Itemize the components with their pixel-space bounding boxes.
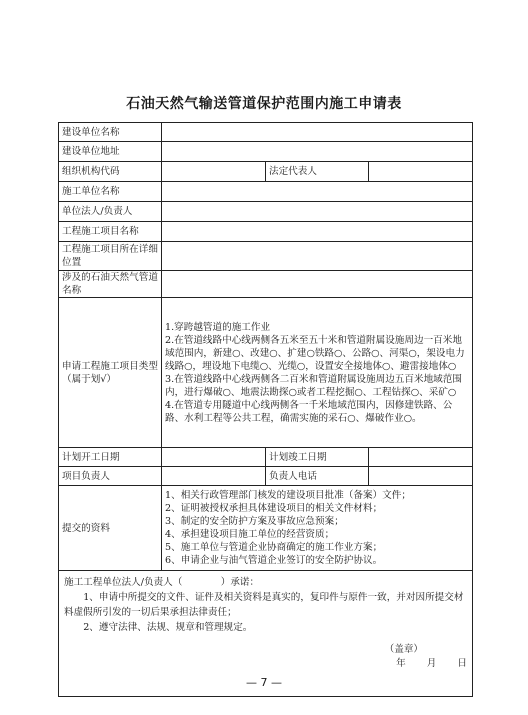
unit-legal-value[interactable] xyxy=(162,202,473,222)
pledge-header: 施工工程单位法人/负责人（ ）承诺： xyxy=(64,577,260,588)
planned-end-value[interactable] xyxy=(369,448,473,467)
pledge-item: 2、遵守法律、法规、规章和管理规定。 xyxy=(83,622,253,633)
seal-label: （盖章） xyxy=(384,644,424,655)
pledge-item: 1、申请中所提交的文件、证件及相关资料是真实的，复印件与原件一致，并对因所提交材料虚假所引发的一切后果承担法律责任； xyxy=(64,592,464,618)
lead-phone-label: 负责人电话 xyxy=(266,467,369,486)
builder-name-value[interactable] xyxy=(162,123,473,142)
row-dates xyxy=(59,448,473,467)
row-project-lead xyxy=(59,467,473,486)
doc-item: 3、制定的安全防护方案及事故应急预案； xyxy=(165,516,344,527)
month-label: 月 xyxy=(426,658,437,669)
project-location-label: 工程施工项目所在详细位置 xyxy=(59,242,162,271)
construction-type-option[interactable]: 2.在管道线路中心线两侧各五米至五十米和管道附属设施周边一百米地域范围内，新建○、改建○、扩建○铁路○、公路○、河渠○，架设电力线路○，埋设地下电缆○、光缆○，设置安全接地体○、避雷接地体○ xyxy=(165,334,465,372)
unit-legal-label: 单位法人/负责人 xyxy=(59,202,162,222)
row-builder-address xyxy=(59,142,473,162)
builder-name-label: 建设单位名称 xyxy=(59,123,162,142)
row-project-name xyxy=(59,222,473,242)
row-contractor-name xyxy=(59,182,473,202)
planned-start-label: 计划开工日期 xyxy=(59,448,162,467)
page-number: — 7 — xyxy=(246,676,282,689)
signature-area xyxy=(64,643,467,671)
project-lead-value[interactable] xyxy=(162,467,266,486)
contractor-name-label: 施工单位名称 xyxy=(59,182,162,202)
planned-start-value[interactable] xyxy=(162,448,266,467)
legal-rep-label: 法定代表人 xyxy=(266,162,369,182)
doc-item: 2、证明被授权承担具体建设项目的相关文件材料； xyxy=(165,503,383,514)
project-name-value[interactable] xyxy=(162,222,473,242)
legal-rep-value[interactable] xyxy=(369,162,473,182)
contractor-name-value[interactable] xyxy=(162,182,473,202)
doc-item: 1、相关行政管理部门核发的建设项目批准（备案）文件； xyxy=(165,490,411,501)
construction-type-option[interactable]: 1.穿跨越管道的施工作业 xyxy=(165,321,271,333)
year-label: 年 xyxy=(396,658,406,669)
application-form-table xyxy=(58,122,473,697)
row-unit-legal xyxy=(59,202,473,222)
org-code-label: 组织机构代码 xyxy=(59,162,162,182)
construction-type-options xyxy=(162,298,473,448)
project-lead-label: 项目负责人 xyxy=(59,467,162,486)
row-submitted-docs xyxy=(59,486,473,571)
row-builder-name xyxy=(59,123,473,142)
form-title: 石油天然气输送管道保护范围内施工申请表 xyxy=(126,96,402,112)
date-line xyxy=(64,657,467,671)
planned-end-label: 计划竣工日期 xyxy=(266,448,369,467)
construction-type-option[interactable]: 4.在管道专用隧道中心线两侧各一千米地域范围内，因修建铁路、公路、水利工程等公共工程，确需实施的采石○、爆破作业○。 xyxy=(165,399,453,424)
row-pipelines xyxy=(59,271,473,298)
day-label: 日 xyxy=(457,658,468,669)
doc-item: 6、申请企业与油气管道企业签订的安全防护协议。 xyxy=(165,555,383,566)
construction-type-option[interactable]: 3.在管道线路中心线两侧各二百米和管道附属设施周边五百米地域范围内，进行爆破○、地震法勘探○或者工程挖掘○、工程钻探○、采矿○ xyxy=(165,373,462,398)
doc-item: 4、承担建设项目施工单位的经营资质； xyxy=(165,529,335,540)
builder-address-value[interactable] xyxy=(162,142,473,162)
lead-phone-value[interactable] xyxy=(369,467,473,486)
project-location-value[interactable] xyxy=(162,242,473,271)
builder-address-label: 建设单位地址 xyxy=(59,142,162,162)
row-project-location xyxy=(59,242,473,271)
submitted-docs-label: 提交的资料 xyxy=(59,486,162,571)
org-code-value[interactable] xyxy=(162,162,266,182)
construction-type-label: 申请工程施工项目类型（属于划√） xyxy=(59,298,162,448)
doc-item: 5、施工单位与管道企业协商确定的施工作业方案； xyxy=(165,542,383,553)
row-construction-type xyxy=(59,298,473,448)
project-name-label: 工程施工项目名称 xyxy=(59,222,162,242)
row-org-code xyxy=(59,162,473,182)
pipelines-value[interactable] xyxy=(162,271,473,298)
pipelines-label: 涉及的石油天然气管道名称 xyxy=(59,271,162,298)
submitted-docs-list xyxy=(162,486,473,571)
